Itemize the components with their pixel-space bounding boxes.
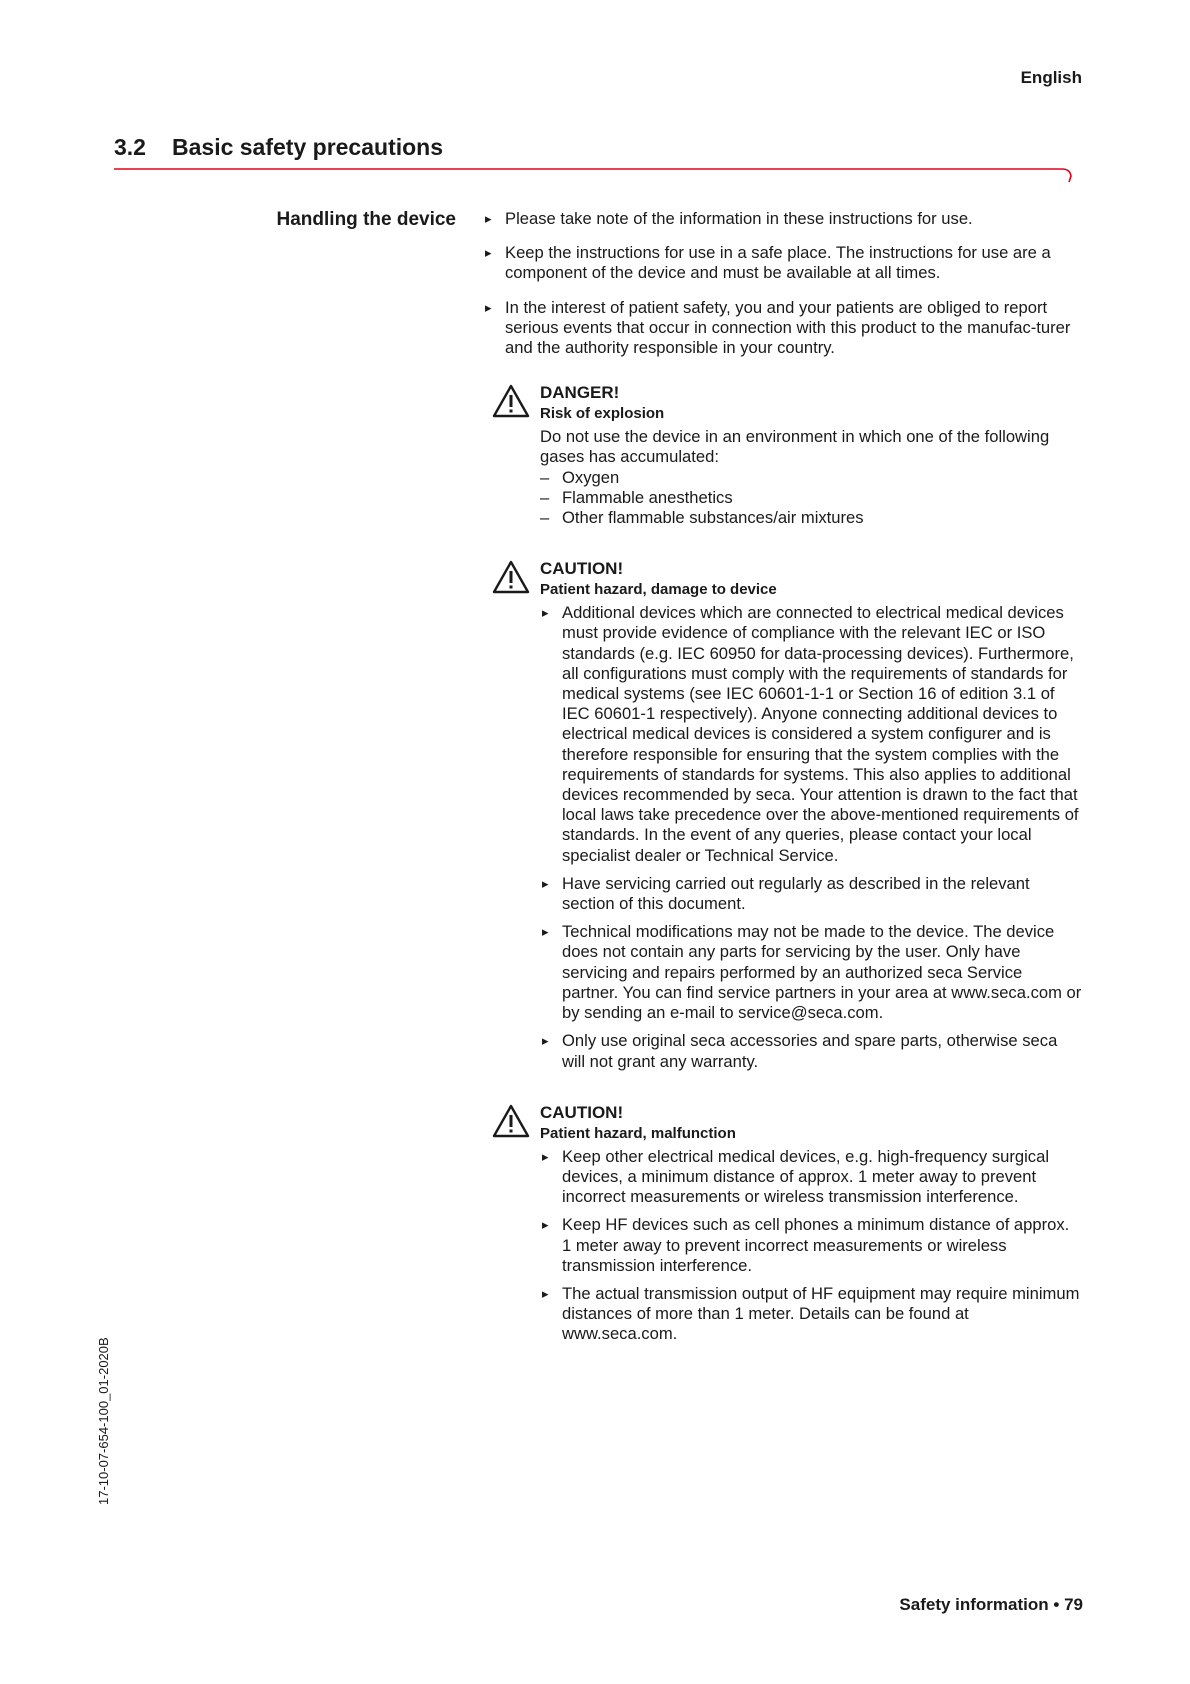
- danger-warning: [483, 382, 1083, 528]
- warning-subtitle: Risk of explosion: [540, 405, 665, 423]
- page-footer: [899, 1595, 1083, 1615]
- document-id: 17-10-07-654-100_01-2020B: [96, 1337, 111, 1505]
- warning-subtitle: Patient hazard, damage to device: [540, 581, 777, 599]
- list-item: ▸ Keep other electrical medical devices, e.g. high-frequency surgical devices, a minimum distance of approx. 1 meter away to prevent incorrect measurements or wireless transmission interference.: [540, 1147, 1083, 1208]
- warning-triangle-icon: [491, 1103, 531, 1139]
- warning-text: Do not use the device in an environment in which one of the following gases has accumulated:: [540, 427, 1050, 467]
- footer-chapter: Safety information: [899, 1595, 1049, 1614]
- warning-title: CAUTION!: [540, 559, 624, 579]
- gas-list: [540, 468, 1083, 529]
- warning-subtitle: Patient hazard, malfunction: [540, 1124, 736, 1142]
- list-item: ▸ Technical modifications may not be made to the device. The device does not contain any parts for servicing by the user. Only have servicing and repairs performed by an authorized seca Service partner. You can find service partners in your area at www.seca.com or by sending an e-mail to service@seca.com.: [540, 922, 1083, 1023]
- list-item: ▸ Please take note of the information in these instructions for use.: [483, 209, 1083, 229]
- page-number: 79: [1064, 1595, 1083, 1614]
- section-title: [114, 134, 443, 161]
- section-number: 3.2: [114, 134, 146, 160]
- section-title-text: Basic safety precautions: [172, 134, 444, 160]
- list-item: – Flammable anesthetics: [540, 488, 1083, 508]
- list-item: ▸ Have servicing carried out regularly as described in the relevant section of this document.: [540, 874, 1083, 914]
- warning-title: CAUTION!: [540, 1102, 624, 1122]
- list-item: – Other flammable substances/air mixtures: [540, 508, 1083, 528]
- warning-title: DANGER!: [540, 383, 620, 403]
- footer-separator: •: [1053, 1595, 1060, 1614]
- list-item: ▸ Keep the instructions for use in a safe place. The instructions for use are a component of the device and must be available at all times.: [483, 243, 1083, 283]
- warning-triangle-icon: [491, 383, 531, 419]
- warning-triangle-icon: [491, 559, 531, 595]
- list-item: ▸ Only use original seca accessories and spare parts, otherwise seca will not grant any warranty.: [540, 1031, 1083, 1071]
- section-rule: [114, 168, 1072, 184]
- list-item: ▸ Keep HF devices such as cell phones a minimum distance of approx. 1 meter away to prevent incorrect measurements or wireless transmission interference.: [540, 1215, 1083, 1276]
- list-item: ▸ The actual transmission output of HF equipment may require minimum distances of more than 1 meter. Details can be found at www.seca.com.: [540, 1284, 1083, 1345]
- language-label: English: [1020, 68, 1082, 87]
- caution-bullet-list: [540, 1147, 1083, 1345]
- content-column: [483, 209, 1083, 1375]
- caution-warning-malfunction: [483, 1102, 1083, 1345]
- handling-bullet-list: [483, 209, 1083, 358]
- caution-bullet-list: [540, 603, 1083, 1071]
- list-item: ▸ In the interest of patient safety, you and your patients are obliged to report serious events that occur in connection with this product to the manufac-turer and the authority responsible in your country.: [483, 298, 1083, 359]
- list-item: ▸ Additional devices which are connected to electrical medical devices must provide evidence of compliance with the relevant IEC or ISO standards (e.g. IEC 60950 for data-processing devices). Furthermore, all configurations must comply with the requirements of standards for medical systems (see IEC 60601-1-1 or Section 16 of edition 3.1 of IEC 60601-1 respectively). Anyone connecting additional devices to electrical medical devices is considered a system configurer and is therefore responsible for ensuring that the system complies with the requirements of standards for systems. This also applies to additional devices recommended by seca. Your attention is drawn to the fact that local laws take precedence over the above-mentioned requirements of standards. In the event of any queries, please contact your local specialist dealer or Technical Service.: [540, 603, 1083, 866]
- list-item: – Oxygen: [540, 468, 1083, 488]
- handling-heading: Handling the device: [276, 209, 456, 230]
- caution-warning-device: [483, 558, 1083, 1071]
